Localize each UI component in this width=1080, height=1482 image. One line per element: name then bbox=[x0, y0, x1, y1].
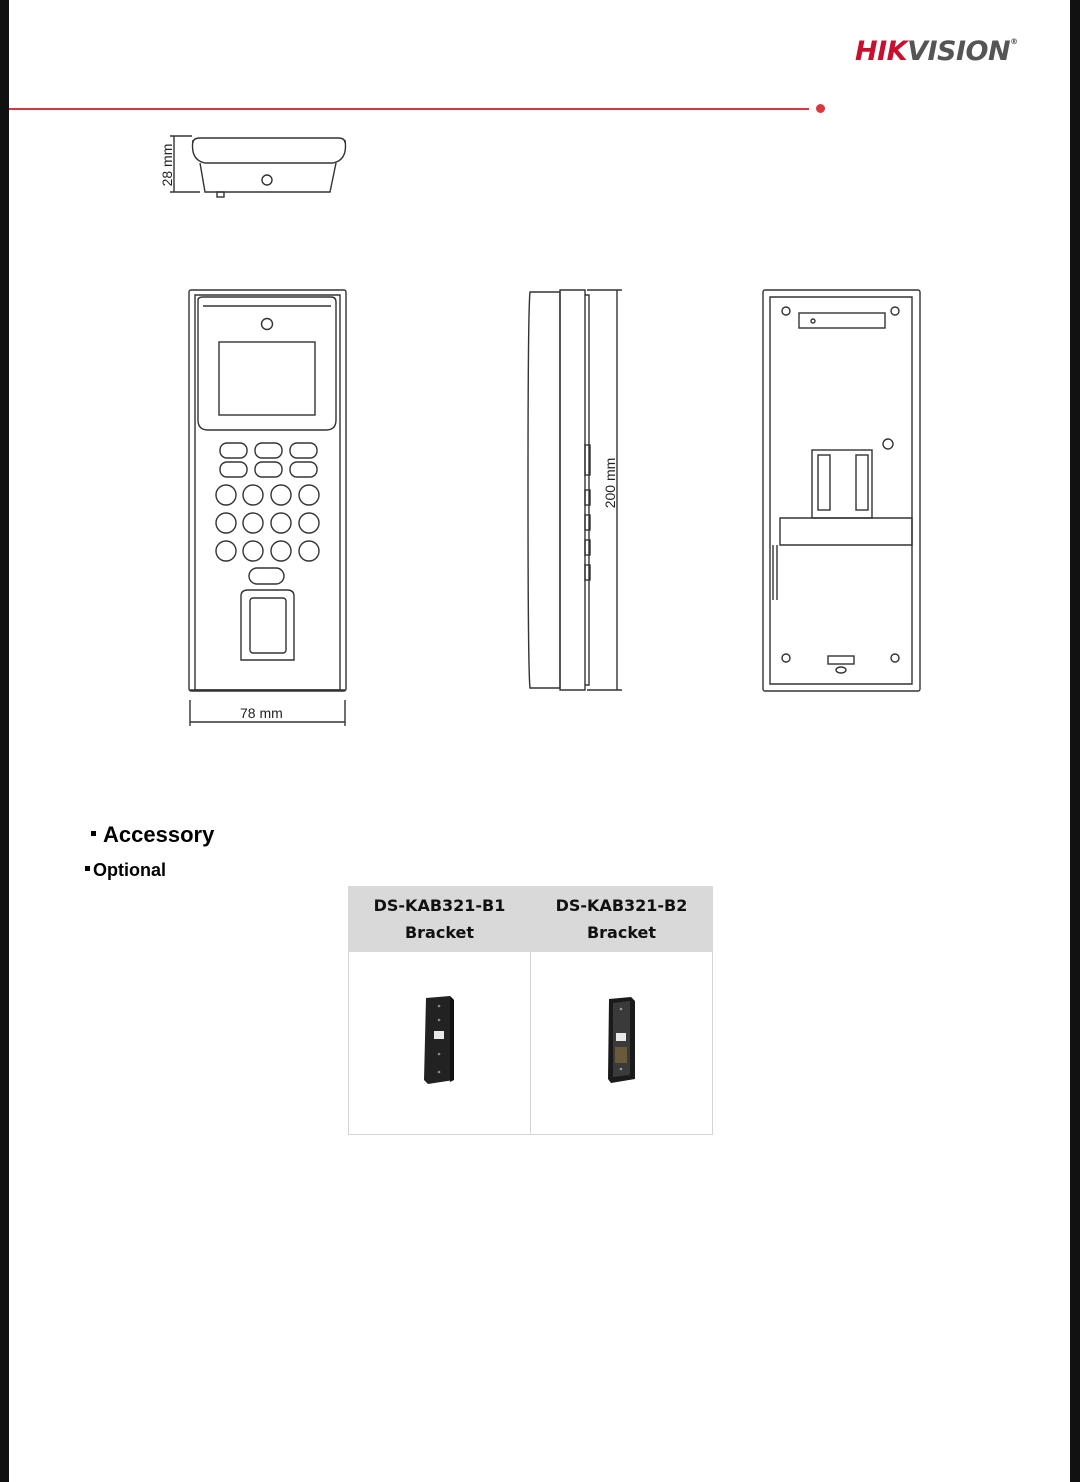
height-dimension-label: 200 mm bbox=[602, 457, 618, 509]
bracket-b1-cell bbox=[349, 952, 531, 1135]
top-view-drawing bbox=[170, 136, 346, 197]
bracket-b1-image bbox=[420, 994, 460, 1089]
hikvision-logo: HIKVISION® bbox=[855, 36, 1018, 67]
bullet-icon bbox=[85, 866, 90, 871]
accessory-heading: Accessory bbox=[91, 822, 214, 848]
accessory-column-header: DS-KAB321-B2 Bracket bbox=[531, 887, 713, 952]
bullet-icon bbox=[91, 831, 96, 836]
accessory-header-row bbox=[349, 887, 713, 952]
back-view-drawing bbox=[763, 290, 920, 691]
width-dimension-label: 78 mm bbox=[240, 705, 283, 721]
optional-subheading: Optional bbox=[85, 860, 166, 881]
depth-dimension-label: 28 mm bbox=[159, 143, 175, 187]
bracket-b2-cell bbox=[531, 952, 713, 1135]
accessory-table bbox=[348, 886, 713, 1135]
bracket-b2-image bbox=[605, 995, 639, 1087]
front-view-drawing bbox=[189, 290, 346, 726]
accessory-image-row bbox=[349, 952, 713, 1135]
accessory-column-header: DS-KAB321-B1 Bracket bbox=[349, 887, 531, 952]
